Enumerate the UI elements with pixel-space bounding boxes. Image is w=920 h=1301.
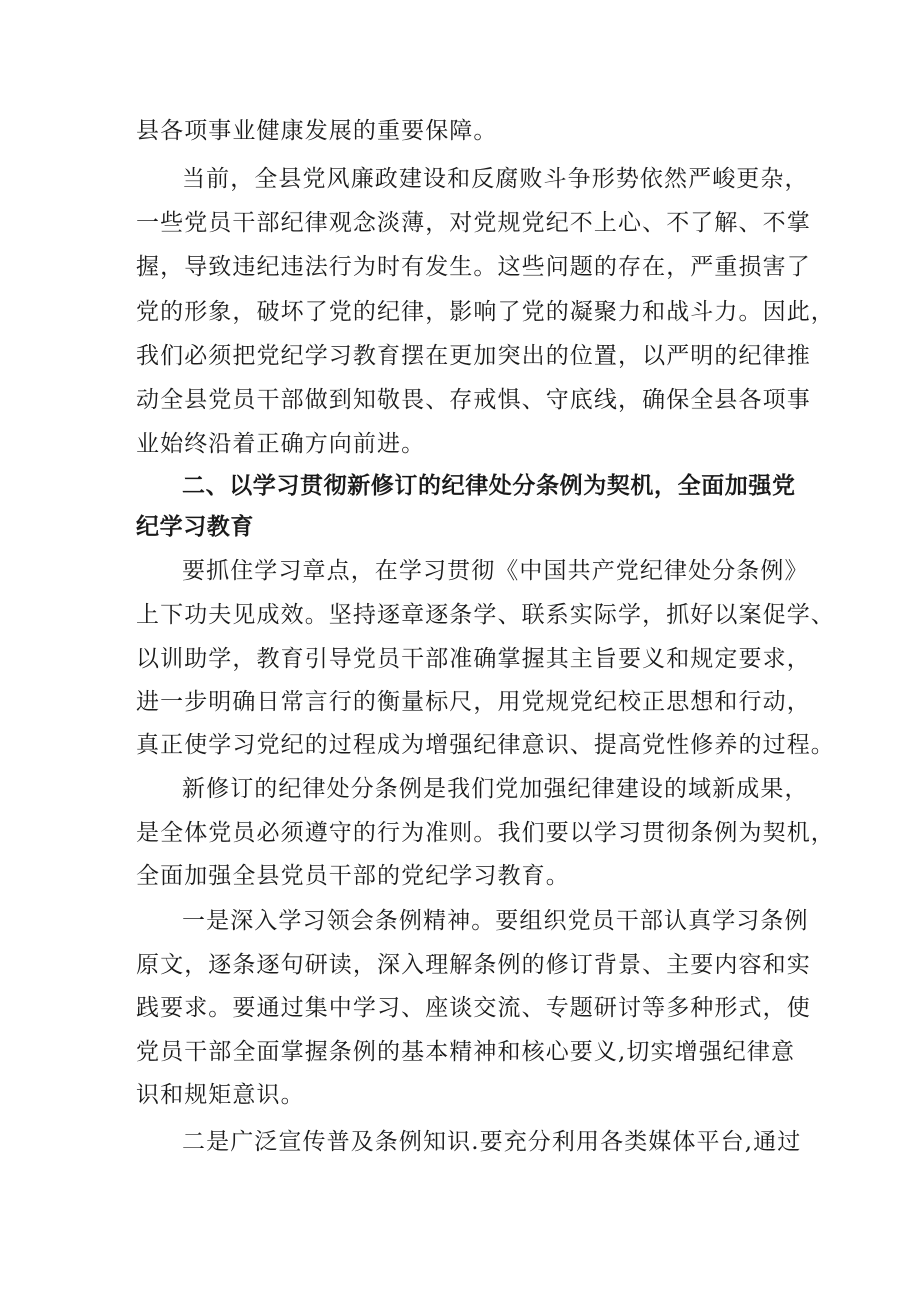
text-line: 真正使学习党纪的过程成为增强纪律意识、提高党性修养的过程。 (136, 732, 835, 758)
text-line: 动全县党员干部做到知敬畏、存戒惧、守底线，确保全县各项事 (136, 387, 811, 413)
text-line: 当前，全县党风廉政建设和反腐败斗争形势依然严峻更杂， (182, 166, 809, 192)
text-line: 上下功夫见成效。坚持逐章逐条学、联系实际学，抓好以案促学、 (136, 602, 835, 628)
text-line: 党员干部全面掌握条例的基本精神和核心要义,切实增强纪律意 (136, 1039, 796, 1065)
text-line: 我们必须把党纪学习教育摆在更加突出的位置，以严明的纪律推 (136, 343, 811, 369)
text-line: 握，导致违纪违法行为时有发生。这些问题的存在，严重损害了 (136, 254, 811, 280)
text-line: 践要求。要通过集中学习、座谈交流、专题研讨等多种形式，使 (136, 995, 811, 1021)
text-line: 一是深入学习领会条例精神。要组织党员干部认真学习条例 (182, 908, 809, 934)
text-line: 业始终沿着正确方向前进。 (136, 431, 426, 457)
text-line: 原文，逐条逐句研读，深入理解条例的修订背景、主要内容和实 (136, 952, 811, 978)
text-line: 进一步明确日常言行的衡量标尺，用党规党纪校正思想和行动， (136, 689, 811, 715)
text-line: 以训助学，教育引导党员干部准确掌握其主旨要义和规定要求， (136, 646, 811, 672)
text-line: 是全体党员必须遵守的行为准则。我们要以学习贯彻条例为契机， (136, 820, 835, 846)
text-line: 县各项事业健康发展的重要保障。 (136, 118, 498, 144)
text-line: 党的形象，破坏了党的纪律，影响了党的凝聚力和战斗力。因此， (136, 299, 835, 325)
heading-line: 二、以学习贯彻新修订的纪律处分条例为契机，全面加强党 (182, 473, 796, 499)
heading-line: 纪学习教育 (136, 514, 254, 540)
text-line: 识和规矩意识。 (136, 1082, 305, 1108)
text-line: 全面加强全县党员干部的党纪学习教育。 (136, 863, 570, 889)
text-line: 二是广泛宣传普及条例知识.要充分利用各类媒体平台,通过 (182, 1129, 802, 1155)
text-line: 一些党员干部纪律观念淡薄，对党规党纪不上心、不了解、不掌 (136, 210, 811, 236)
text-line: 要抓住学习章点，在学习贯彻《中国共产党纪律处分条例》 (182, 558, 809, 584)
text-line: 新修订的纪律处分条例是我们党加强纪律建设的域新成果， (182, 776, 809, 802)
